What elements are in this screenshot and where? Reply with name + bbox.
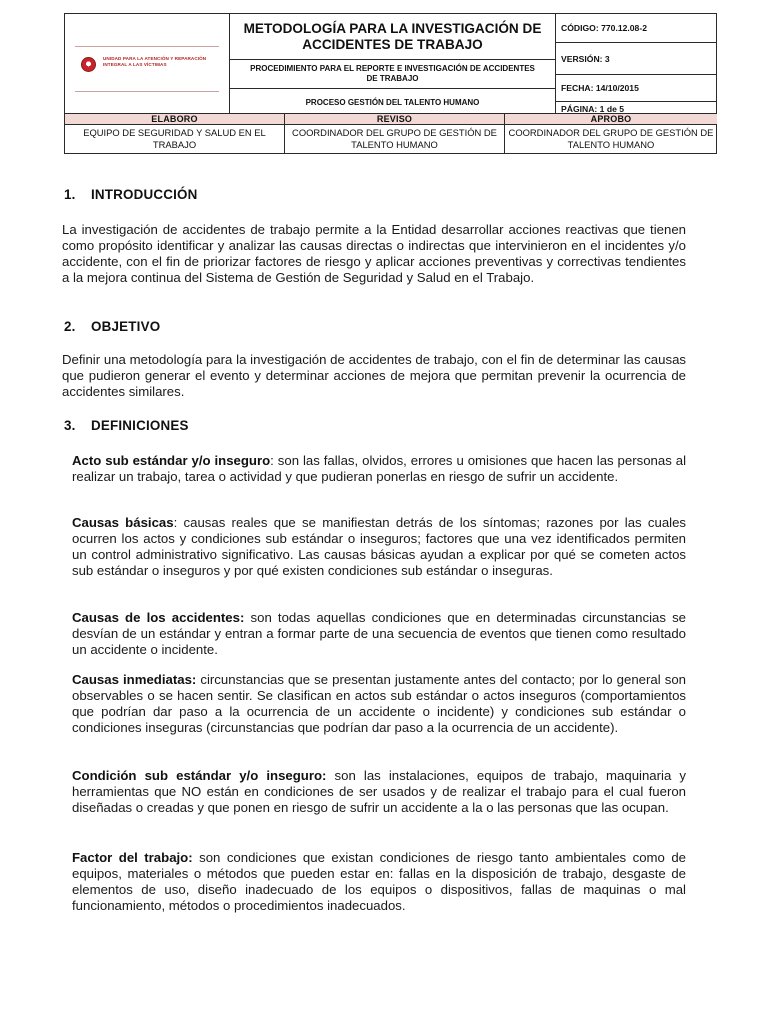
approval-aprobo	[505, 114, 717, 153]
section-title: DEFINICIONES	[91, 418, 189, 433]
section-number: 2.	[64, 319, 76, 334]
seal-icon	[81, 57, 96, 72]
section-title: OBJETIVO	[91, 319, 161, 334]
definition-term: Condición sub estándar y/o inseguro:	[72, 768, 327, 783]
approval-value: EQUIPO DE SEGURIDAD Y SALUD EN EL TRABAJO	[83, 127, 266, 150]
section-number: 3.	[64, 418, 76, 433]
document-meta	[556, 14, 718, 115]
definition-term: Factor del trabajo:	[72, 850, 193, 865]
document-date: FECHA: 14/10/2015	[556, 75, 716, 102]
definition-term: Causas inmediatas:	[72, 672, 197, 687]
approval-table	[64, 114, 717, 154]
document-version: VERSIÓN: 3	[556, 43, 716, 75]
definition-item	[72, 515, 686, 579]
approval-value: COORDINADOR DEL GRUPO DE GESTIÓN DE TALENTO HUMANO	[508, 127, 714, 150]
document-code: CÓDIGO: 770.12.08-2	[556, 14, 716, 43]
section-heading-definiciones	[64, 418, 189, 433]
definition-term: Causas básicas	[72, 515, 174, 530]
approval-reviso	[285, 114, 505, 153]
approval-label: ELABORO	[65, 114, 284, 125]
section-title: INTRODUCCIÓN	[91, 187, 198, 202]
section-heading-introduccion	[64, 187, 198, 202]
definition-separator: :	[173, 515, 184, 530]
definition-item	[72, 672, 686, 736]
logo-text: UNIDAD PARA LA ATENCIÓN Y REPARACIÓN INTEGRAL A LAS VÍCTIMAS	[103, 56, 207, 67]
document-title: METODOLOGÍA PARA LA INVESTIGACIÓN DE ACCIDENTES DE TRABAJO	[230, 14, 556, 60]
objective-paragraph: Definir una metodología para la investigación de accidentes de trabajo, con el fin de determinar las causas que pudieron generar el evento y determinar acciones de mejora que permitan prevenir la ocurrencia de accidentes similares.	[62, 352, 686, 399]
approval-label: APROBO	[505, 114, 717, 125]
definition-text: son las fallas, olvidos, errores u omisiones que hacen las personas al realizar un trabajo, tarea o actividad y que pudieran ponerlas en riesgo de sufrir un accidente.	[72, 453, 687, 484]
definition-text: son condiciones que existan condiciones de riesgo tanto ambientales como de equipos, materiales o métodos que pueden estar en: fallas en la disposición de trabajo, desgaste de elementos de uso, diseño inadecuado de los equipos o dispositivos, fallas de maquinas o mal funcionamiento, métodos o procedimientos inadecuados.	[72, 850, 686, 913]
procedure-name: PROCEDIMIENTO PARA EL REPORTE E INVESTIGACIÓN DE ACCIDENTES DE TRABAJO	[230, 60, 556, 89]
process-name: PROCESO GESTIÓN DEL TALENTO HUMANO	[230, 89, 556, 115]
definition-item	[72, 453, 686, 485]
approval-label: REVISO	[285, 114, 504, 125]
approval-elaboro	[65, 114, 285, 153]
definition-term: Causas de los accidentes:	[72, 610, 245, 625]
approval-value: COORDINADOR DEL GRUPO DE GESTIÓN DE TALENTO HUMANO	[292, 127, 497, 150]
document-header	[64, 13, 717, 114]
definition-text: circunstancias que se presentan justamente antes del contacto; por lo general son observables o se hacen sentir. Se clasifican en actos sub estándar o actos inseguros (comportamientos que podrían dar paso a la ocurrencia de un accidente o incidente) y condiciones sub estándar o condiciones inseguras (circunstancias que podrían dar paso a la ocurrencia de un accidente).	[72, 672, 686, 735]
introduction-paragraph: La investigación de accidentes de trabajo permite a la Entidad desarrollar acciones reactivas que tienen como propósito identificar y analizar las causas directas o indirectas que intervinieron en el incidentes y/o accidente, con el fin de priorizar factores de riesgo y aplicar acciones preventivas y correctivas tendientes a la mejora continua del Sistema de Gestión de Seguridad y Salud en el Trabajo.	[62, 222, 686, 285]
definition-text: son las instalaciones, equipos de trabajo, maquinaria y herramientas que NO están en condiciones de ser usados y de realizar el trabajo para el cual fueron diseñadas o creadas y que ponen en riesgo de sufrir un accidente a la o las personas que las ocupan.	[72, 768, 686, 815]
logo-divider-bottom	[75, 91, 219, 92]
definition-text: causas reales que se manifiestan detrás de los síntomas; razones por las cuales ocurren los actos y condiciones sub estándar o inseguros; factores que una vez identificados permiten un control administrativo significativo. Las causas básicas ayudan a explicar por qué se cometen actos sub estándar o inseguros y por qué existen condiciones sub estándar o inseguras.	[72, 515, 687, 578]
definition-text: son todas aquellas condiciones que en determinadas circunstancias se desvían de un estándar y entran a formar parte de una secuencia de eventos que tienen como resultado un accidente o incidente.	[72, 610, 687, 657]
definition-separator	[326, 768, 334, 783]
definition-term: Acto sub estándar y/o inseguro	[72, 453, 271, 468]
section-number: 1.	[64, 187, 76, 202]
logo-divider-top	[75, 46, 219, 47]
definition-separator: :	[270, 453, 278, 468]
definition-item	[72, 768, 686, 816]
logo-cell	[65, 14, 230, 115]
definition-item	[72, 610, 686, 658]
definition-item	[72, 850, 686, 914]
page-number: PÁGINA: 1 de 5	[561, 103, 625, 114]
section-heading-objetivo	[64, 319, 160, 334]
